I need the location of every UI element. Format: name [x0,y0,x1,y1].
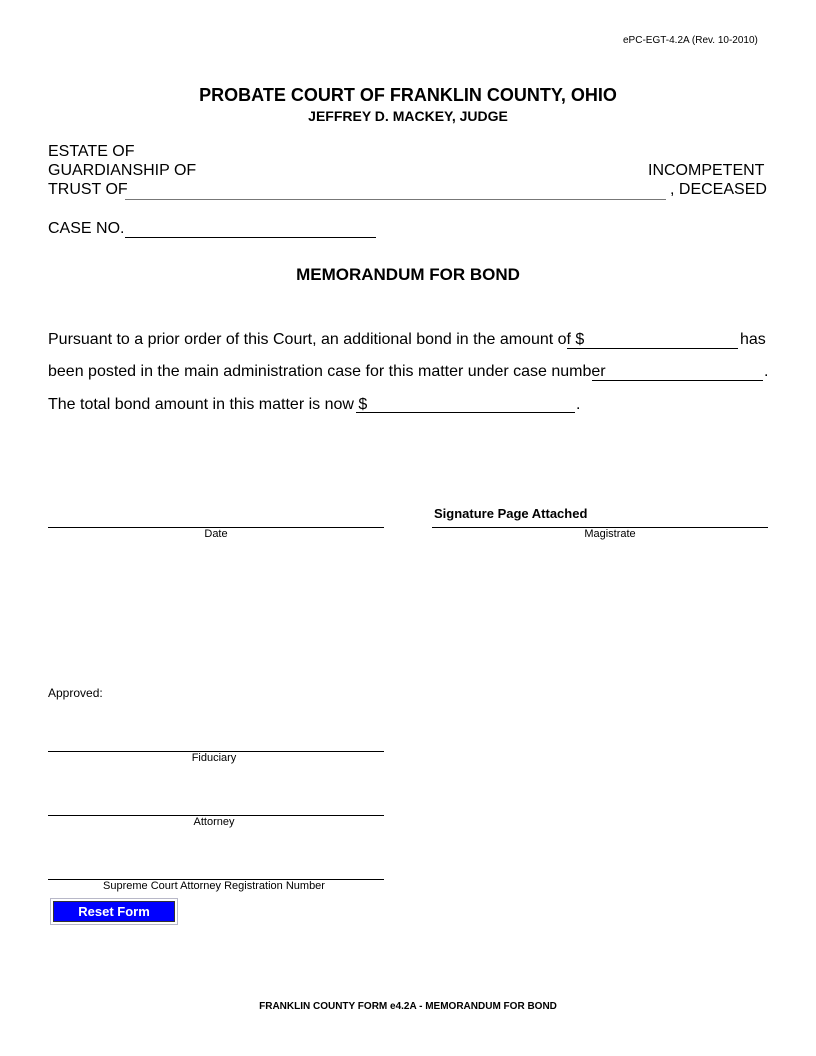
document-title: MEMORANDUM FOR BOND [296,265,520,284]
approved-label: Approved: [48,686,103,700]
body-line-1: Pursuant to a prior order of this Court, an additional bond in the amount of $ [48,331,585,348]
body-line-2: been posted in the main administration case for this matter under case number [48,363,606,380]
estate-of-label: ESTATE OF [48,143,135,160]
case-no-field[interactable] [125,237,376,238]
fiduciary-label: Fiduciary [191,752,237,764]
case-number-field[interactable] [592,380,763,381]
magistrate-signature: Signature Page Attached [434,506,588,521]
incompetent-label: INCOMPETENT [648,162,765,179]
additional-bond-amount-field[interactable] [567,348,738,349]
registration-number-label: Supreme Court Attorney Registration Number [103,880,325,892]
magistrate-label: Magistrate [584,528,636,540]
date-label: Date [204,528,228,540]
guardianship-of-label: GUARDIANSHIP OF [48,162,197,179]
case-no-label: CASE NO. [48,220,125,237]
judge-name: JEFFREY D. MACKEY, JUDGE [308,108,508,124]
period: . [576,396,581,413]
attorney-label: Attorney [193,816,235,828]
trust-of-label: TRUST OF [48,181,128,198]
court-name: PROBATE COURT OF FRANKLIN COUNTY, OHIO [199,85,617,105]
footer: FRANKLIN COUNTY FORM e4.2A - MEMORANDUM FOR BOND [259,1001,557,1012]
deceased-label: , DECEASED [670,181,767,198]
decedent-name-field[interactable] [125,199,666,200]
reset-form-label: Reset Form [53,901,175,922]
form-id: ePC-EGT-4.2A (Rev. 10-2010) [623,35,758,46]
total-bond-field[interactable] [356,412,575,413]
reset-form-button[interactable] [50,898,178,925]
period: . [764,363,769,380]
body-has: has [740,331,766,348]
body-line-3: The total bond amount in this matter is now $ [48,396,368,413]
